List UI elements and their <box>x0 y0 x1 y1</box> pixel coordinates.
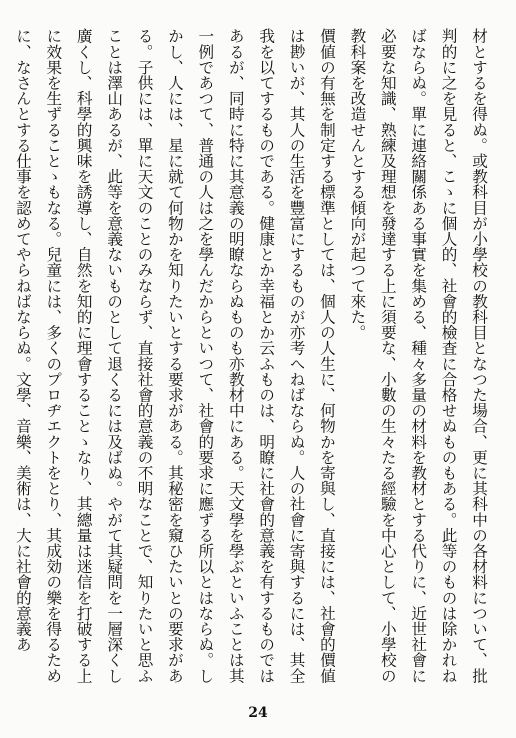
body-text <box>8 28 495 688</box>
page-number: 24 <box>248 705 268 721</box>
paragraph-1: 材とするを得ぬ。或教科目が小學校の教科目となつた場合、更に其科中の各材料について、批判的に之を見ると、こゝに個人的、社會的檢査に合格せぬものもある。此等のものは除かれねばならぬ。單に連絡關係ある事實を集める、種々多量の材料を教材とする代りに、近世社會に必要な知識、熟練及理想を發達する上に須要な、小數の生々たる經驗を中心として、小學校の教科案を改造せんとする傾向が起つて來た。 <box>348 28 488 684</box>
paragraph-2: 價値の有無を制定する標準としては、個人の人生に、何物かを寄與し、直接には、社會的價値は尠いが、其人の生活を豐富にするものが亦考へねばならぬ。人の社會に寄與するには、其全我を以てするものである。健康とか幸福とか云ふものは、明瞭に社會的意義を有するものではあるが、同時に特に其意義の明瞭ならぬものも亦教材中にある。天文學を學ぶといふことは其一例であつて、普通の人は之を學んだからといつて、社會的要求に應ずる所以とはならぬ。しかし、人には、星に就て何物かを知りたいとする要求がある。其秘密を窺ひたいとの要求がある。子供には、單に天文のことのみならず、直接社會的意義の不明なことで、知りたいと思ふことは澤山あるが、此等を意義ないものとして退くるには及ばぬ。やがて其疑問を一層深くし廣くし、科學的興味を誘導し、自然を知的に理會することゝなり、其總量は迷信を打破する上に效果を生ずることゝもなる。兒童には、多くのプロヂエクトをとり、其成効の樂を得るために、なさんとする仕事を認めてやらねばならぬ。文學、音樂、美術は、大に社會的意義あ <box>13 28 336 684</box>
